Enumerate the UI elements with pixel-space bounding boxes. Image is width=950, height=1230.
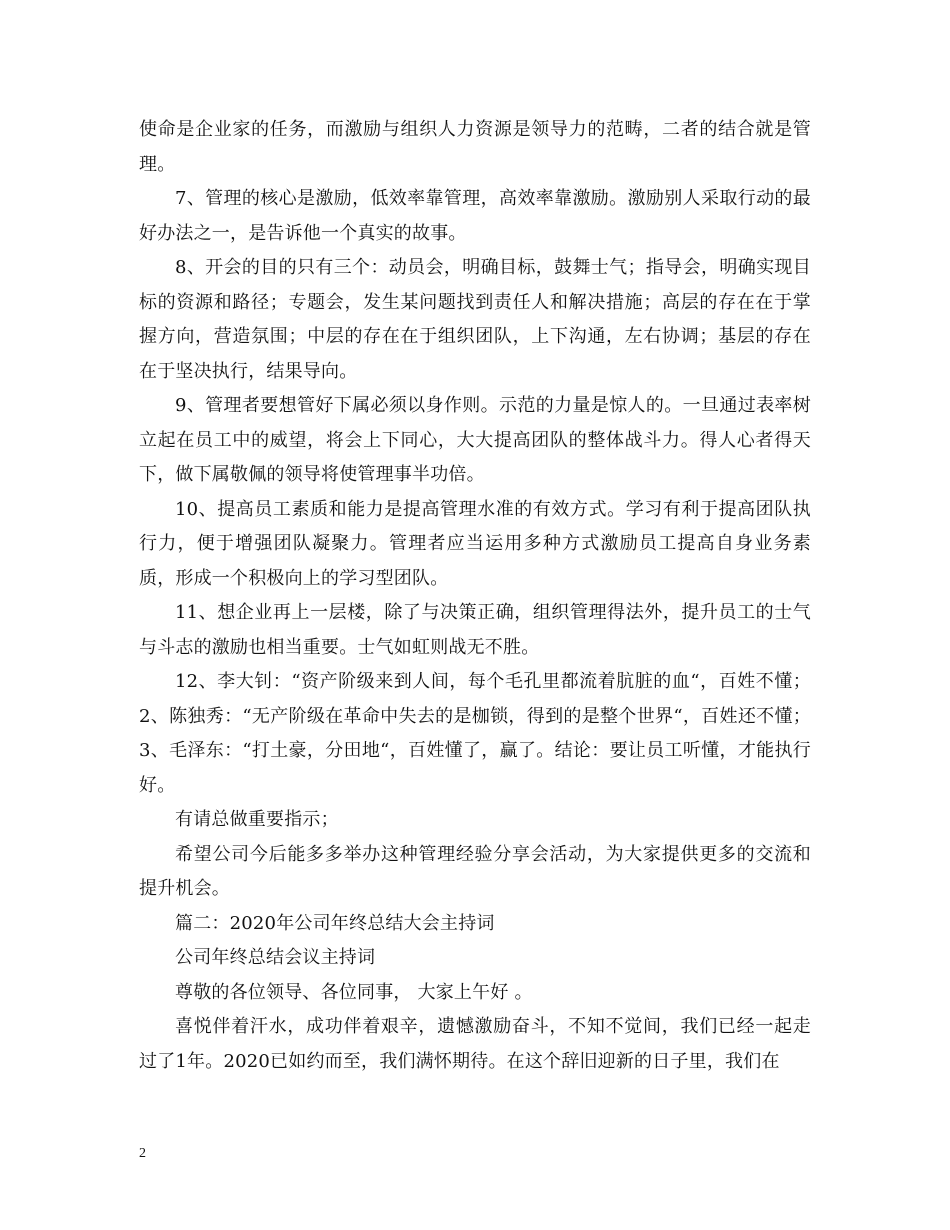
paragraph-item-7: 7、管理的核心是激励，低效率靠管理，高效率靠激励。激励别人采取行动的最好办法之一，是告诉他一个真实的故事。 xyxy=(139,188,811,244)
paragraph-item-12: 12、李大钊：“资产阶级来到人间，每个毛孔里都流着肮脏的血“，百姓不懂；2、陈独秀：“无产阶级在革命中失去的是枷锁，得到的是整个世界“，百姓还不懂；3、毛泽东：“打土豪，分田地“，百姓懂了，赢了。结论：要让员工听懂，才能执行好。 xyxy=(139,671,811,796)
section-subtitle: 公司年终总结会议主持词 xyxy=(175,947,376,968)
paragraph-hope: 希望公司今后能多多举办这种管理经验分享会活动，为大家提供更多的交流和提升机会。 xyxy=(139,843,811,899)
paragraph-invite: 有请总做重要指示； xyxy=(175,809,339,830)
paragraph-greeting: 尊敬的各位领导、各位同事， 大家上午好 。 xyxy=(175,981,533,1003)
document-body xyxy=(139,113,811,1079)
paragraph-item-9: 9、管理者要想管好下属必须以身作则。示范的力量是惊人的。一旦通过表率树立起在员工中的威望，将会上下同心，大大提高团队的整体战斗力。得人心者得天下，做下属敬佩的领导将使管理事半功倍。 xyxy=(139,395,811,485)
paragraph-item-10: 10、提高员工素质和能力是提高管理水准的有效方式。学习有利于提高团队执行力，便于增强团队凝聚力。管理者应当运用多种方式激励员工提高自身业务素质，形成一个积极向上的学习型团队。 xyxy=(139,498,811,589)
section-heading: 篇二：2020年公司年终总结大会主持词 xyxy=(175,912,495,934)
paragraph-continuation: 使命是企业家的任务，而激励与组织人力资源是领导力的范畴，二者的结合就是管理。 xyxy=(139,119,811,175)
paragraph-item-8: 8、开会的目的只有三个：动员会，明确目标，鼓舞士气；指导会，明确实现目标的资源和路径；专题会，发生某问题找到责任人和解决措施；高层的存在在于掌握方向，营造氛围；中层的存在在于组织团队，上下沟通，左右协调；基层的存在在于坚决执行，结果导向。 xyxy=(139,257,811,382)
paragraph-opening: 喜悦伴着汗水，成功伴着艰辛，遗憾激励奋斗，不知不觉间，我们已经一起走过了1年。2020已如约而至，我们满怀期待。在这个辞旧迎新的日子里，我们在 xyxy=(139,1016,811,1072)
paragraph-item-11: 11、想企业再上一层楼，除了与决策正确，组织管理得法外，提升员工的士气与斗志的激励也相当重要。士气如虹则战无不胜。 xyxy=(139,602,811,658)
page-number: 2 xyxy=(139,1146,146,1161)
